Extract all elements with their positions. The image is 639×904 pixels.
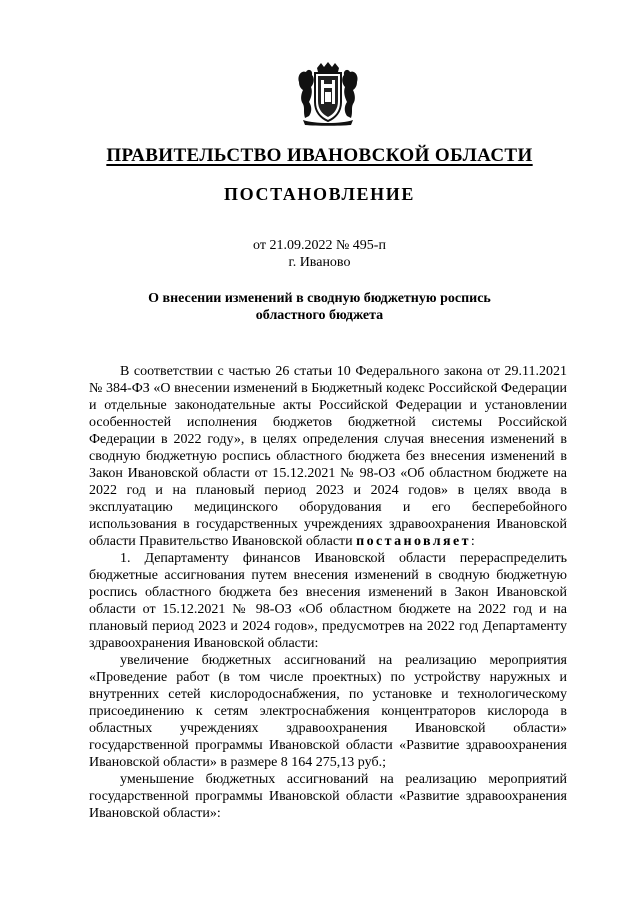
item-1-paragraph: 1. Департаменту финансов Ивановской области перераспределить бюджетные ассигнования путем внесения изменений в сводную бюджетную роспись областного бюджета без внесения изменений в Закон Ивановской области от 15.12.2021 № 98-ОЗ «Об областном бюджете на 2022 год и на плановый период 2023 и 2024 годов», предусмотрев на 2022 год Департаменту здравоохранения Ивановской области: [89,551,567,651]
decrease-paragraph: уменьшение бюджетных ассигнований на реализацию мероприятий государственной программы Ивановской области «Развитие здравоохранения Ивановской области»: [89,772,567,821]
document-type-title: ПОСТАНОВЛЕНИЕ [224,184,415,204]
document-subject [0,290,639,324]
subject-line-1: О внесении изменений в сводную бюджетную роспись [148,291,491,306]
intro-text: В соответствии с частью 26 статьи 10 Федерального закона от 29.11.2021 № 384-ФЗ «О внесении изменений в Бюджетный кодекс Российской Федерации и отдельные законодательные акты Российской Федерации и установлении особенностей исполнения бюджетов бюджетной системы Российской Федерации в 2022 году», в целях определения случая внесения изменений в сводную бюджетную роспись областного бюджета без внесения изменений в Закон Ивановской области от 15.12.2021 № 98-ОЗ «Об областном бюджете на 2022 год и на плановый период 2023 и 2024 годов» в целях ввода в эксплуатацию медицинского оборудования и его бесперебойного использования в государственных учреждениях здравоохранения Ивановской области Правительство Ивановской области [89,364,567,549]
document-date-number: от 21.09.2022 № 495-п [253,238,386,253]
document-city: г. Иваново [288,255,351,270]
decree-word: постановляет [356,534,471,549]
increase-paragraph: увеличение бюджетных ассигнований на реализацию мероприятия «Проведение работ (в том числе проектных) по устройству наружных и внутренних сетей кислородоснабжения, по установке и технологическому присоединению к сетям электроснабжения концентраторов кислорода в областных учреждениях здравоохранения Ивановской области» государственной программы Ивановской области «Развитие здравоохранения Ивановской области» в размере 8 164 275,13 руб.; [89,653,567,770]
decree-colon: : [470,534,475,549]
subject-line-2: областного бюджета [255,308,384,323]
document-body [89,363,567,822]
coat-of-arms-icon [295,62,361,126]
intro-paragraph [89,363,567,550]
organization-title: ПРАВИТЕЛЬСТВО ИВАНОВСКОЙ ОБЛАСТИ [106,145,533,166]
